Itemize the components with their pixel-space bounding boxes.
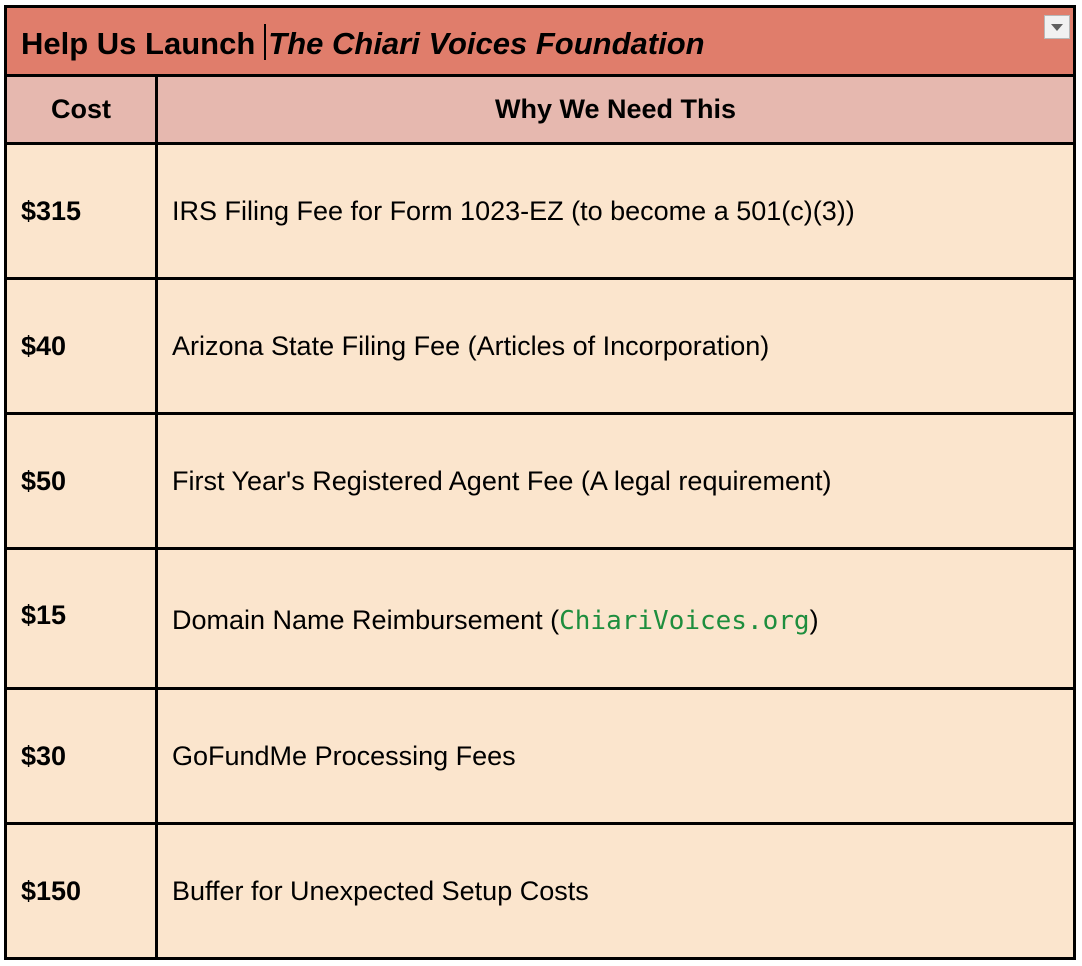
- funding-table: [4, 5, 1076, 960]
- cost-cell: $315: [7, 145, 158, 277]
- table-title[interactable]: [21, 24, 705, 62]
- domain-link[interactable]: ChiariVoices.org: [559, 605, 810, 636]
- table-row: [7, 280, 1073, 415]
- table-row: [7, 145, 1073, 280]
- why-cell: Arizona State Filing Fee (Articles of Incorporation): [172, 330, 770, 361]
- why-cell: GoFundMe Processing Fees: [172, 740, 516, 771]
- table-row: [7, 690, 1073, 825]
- title-foundation-name: The Chiari Voices Foundation: [268, 26, 705, 61]
- title-prefix: Help Us Launch: [21, 26, 256, 61]
- cost-cell: $50: [7, 415, 158, 547]
- why-cell: [158, 550, 1073, 687]
- header-cost: Cost: [7, 77, 158, 142]
- table-row: [7, 550, 1073, 690]
- why-cell: IRS Filing Fee for Form 1023-EZ (to become a 501(c)(3)): [172, 195, 855, 226]
- chevron-down-icon: [1051, 24, 1063, 31]
- cost-cell: $15: [7, 550, 158, 687]
- text-cursor: [264, 24, 266, 60]
- why-text-before: Domain Name Reimbursement (: [172, 605, 560, 635]
- header-why: Why We Need This: [494, 94, 737, 124]
- column-header-row: [7, 77, 1073, 145]
- why-cell: First Year's Registered Agent Fee (A legal requirement): [172, 465, 832, 496]
- cost-cell: $30: [7, 690, 158, 822]
- why-text-after: ): [809, 605, 819, 635]
- title-row: [7, 8, 1073, 77]
- table-row: [7, 415, 1073, 550]
- table-row: [7, 825, 1073, 957]
- why-cell: Buffer for Unexpected Setup Costs: [172, 875, 589, 906]
- dropdown-button[interactable]: [1044, 15, 1070, 39]
- cost-cell: $40: [7, 280, 158, 412]
- cost-cell: $150: [7, 825, 158, 957]
